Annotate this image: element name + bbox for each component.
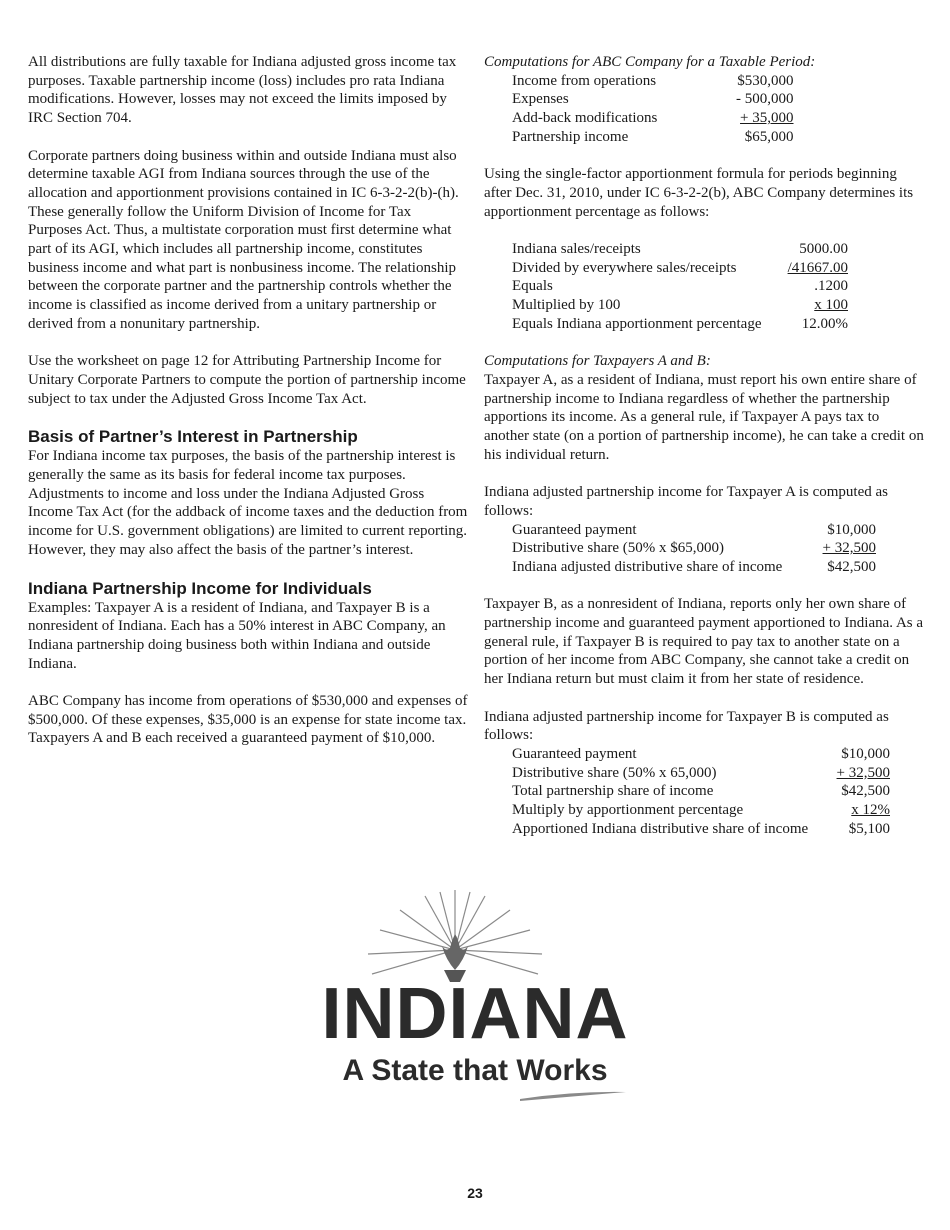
- table-row: [512, 745, 890, 764]
- paragraph-basis: For Indiana income tax purposes, the basis of the partnership interest is generally the same as its basis for federal income tax purposes. Adjustments to income and loss under the Indiana Adjusted Gross Income Tax Act (for the addback of income taxes and the deduction from income for U.S. government obligations) are limited to current reporting. However, they may also affect the basis of the partner’s interest.: [28, 448, 468, 558]
- apportionment-table: [512, 240, 848, 334]
- paragraph-worksheet: Use the worksheet on page 12 for Attributing Partnership Income for Unitary Corporate Partners to compute the portion of partnership income subject to tax under the Adjusted Gross Income Tax Act.: [28, 353, 466, 407]
- row-amount: $65,000: [744, 128, 794, 145]
- taxpayer-b-intro: Indiana adjusted partnership income for Taxpayer B is computed as follows:: [484, 708, 889, 744]
- row-label: Guaranteed payment: [512, 521, 637, 538]
- logo-tagline: [300, 1054, 650, 1088]
- table-row: [512, 259, 848, 278]
- paragraph-examples: Examples: Taxpayer A is a resident of Indiana, and Taxpayer B is a nonresident of Indiana. Each has a 50% interest in ABC Company, an Indiana partnership doing business both within Indiana and outside Indiana.: [28, 599, 446, 672]
- taxpayer-b-table: [512, 745, 890, 839]
- paragraph-distributions: All distributions are fully taxable for Indiana adjusted gross income tax purposes. Taxable partnership income (loss) includes pro rata Indiana modifications. However, losses may not exceed the limits imposed by IRC Section 704.: [28, 54, 457, 127]
- row-amount: 5000.00: [799, 241, 848, 257]
- row-amount: + 35,000: [740, 110, 794, 127]
- row-label: Multiply by apportionment percentage: [512, 802, 744, 819]
- logo-word: INDIANA: [321, 974, 629, 1054]
- tagline-swoosh-icon: [518, 1090, 628, 1102]
- row-amount: $5,100: [848, 820, 890, 837]
- taxpayer-a-paragraph: Taxpayer A, as a resident of Indiana, must report his own entire share of partnership income to Indiana regardless of whether the partnership apportions its income. As a general rule, if Taxpayer A pays tax to another state (on a portion of partnership income), he can take a credit on his individual return.: [484, 371, 924, 463]
- taxpayer-a-intro: Indiana adjusted partnership income for Taxpayer A is computed as follows:: [484, 484, 888, 519]
- heading-individuals: Indiana Partnership Income for Individuals: [28, 578, 372, 598]
- row-label: Total partnership share of income: [512, 783, 714, 800]
- indiana-logo: [300, 882, 650, 1107]
- row-label: Divided by everywhere sales/receipts: [512, 259, 737, 276]
- row-label: Distributive share (50% x $65,000): [512, 540, 725, 557]
- apportionment-intro: Using the single-factor apportionment formula for periods beginning after Dec. 31, 2010, under IC 6-3-2-2(b), ABC Company determines its apportionment percentage as follows:: [484, 166, 914, 220]
- paragraph-corporate-partners: Corporate partners doing business within and outside Indiana must also determine taxable AGI from Indiana sources through the use of the allocation and apportionment provisions contained in IC 6-3-2-2(b)-(h). These generally follow the Uniform Division of Income for Tax Purposes Act. Thus, a multistate corporation must first determine what part of its AGI, which includes all partnership income, constitutes business income and what part is nonbusiness income. The relationship between the corporate partner and the partnership controls whether the income is classified as income derived from a unitary partnership or derived from a nonunitary partnership.: [28, 147, 459, 332]
- taxpayers-computations-heading: Computations for Taxpayers A and B:: [484, 353, 711, 370]
- row-amount: - 500,000: [736, 91, 794, 108]
- row-label: Indiana sales/receipts: [512, 241, 641, 257]
- row-amount: $10,000: [827, 521, 876, 538]
- heading-basis-of-interest: Basis of Partner’s Interest in Partnership: [28, 427, 358, 447]
- abc-computations-table: [512, 72, 794, 147]
- table-row: [512, 72, 794, 91]
- row-label: Expenses: [512, 91, 569, 108]
- table-row: [512, 240, 848, 259]
- row-amount: /41667.00: [787, 259, 848, 276]
- row-label: Add-back modifications: [512, 110, 658, 127]
- row-label: Equals Indiana apportionment percentage: [512, 315, 762, 332]
- table-row: [512, 296, 848, 315]
- row-amount: .1200: [814, 278, 848, 295]
- row-amount: x 12%: [851, 802, 890, 819]
- abc-computations-heading: Computations for ABC Company for a Taxable Period:: [484, 54, 816, 70]
- table-row: [512, 782, 890, 801]
- left-column: [28, 53, 468, 748]
- row-amount: $530,000: [737, 72, 794, 89]
- table-row: [512, 521, 876, 540]
- table-row: [512, 128, 794, 147]
- logo-tagline-text: A State that Works: [342, 1054, 608, 1087]
- table-row: [512, 801, 890, 820]
- table-row: [512, 90, 794, 109]
- table-row: [512, 109, 794, 128]
- row-amount: 12.00%: [801, 315, 848, 332]
- row-amount: + 32,500: [836, 764, 890, 781]
- row-label: Income from operations: [512, 72, 657, 89]
- row-label: Apportioned Indiana distributive share of income: [512, 820, 809, 837]
- table-row: [512, 820, 890, 839]
- row-label: Equals: [512, 278, 553, 295]
- row-amount: x 100: [814, 297, 848, 314]
- table-row: [512, 764, 890, 783]
- table-row: [512, 315, 848, 334]
- row-amount: + 32,500: [822, 540, 876, 557]
- row-label: Multiplied by 100: [512, 297, 621, 314]
- right-column: [484, 53, 924, 838]
- row-label: Partnership income: [512, 128, 629, 145]
- row-label: Distributive share (50% x 65,000): [512, 764, 717, 781]
- logo-wordmark: [300, 974, 650, 1054]
- row-amount: $42,500: [841, 783, 890, 800]
- taxpayer-b-paragraph: Taxpayer B, as a nonresident of Indiana, reports only her own share of partnership income and guaranteed payment apportioned to Indiana. As a general rule, if Taxpayer B is required to pay tax to another state on a portion of her income from ABC Company, she cannot take a credit on her Indiana return but must claim it from her state of residence.: [484, 596, 924, 688]
- taxpayer-a-table: [512, 521, 876, 577]
- row-label: Guaranteed payment: [512, 745, 637, 762]
- row-amount: $10,000: [841, 745, 890, 762]
- table-row: [512, 558, 876, 577]
- row-amount: $42,500: [827, 558, 876, 575]
- table-row: [512, 277, 848, 296]
- table-row: [512, 539, 876, 558]
- row-label: Indiana adjusted distributive share of income: [512, 558, 783, 575]
- page-number: 23: [467, 1185, 483, 1201]
- paragraph-abc-income: ABC Company has income from operations of $530,000 and expenses of $500,000. Of these expenses, $35,000 is an expense for state income tax. Taxpayers A and B each received a guaranteed payment of $10,000.: [28, 693, 468, 747]
